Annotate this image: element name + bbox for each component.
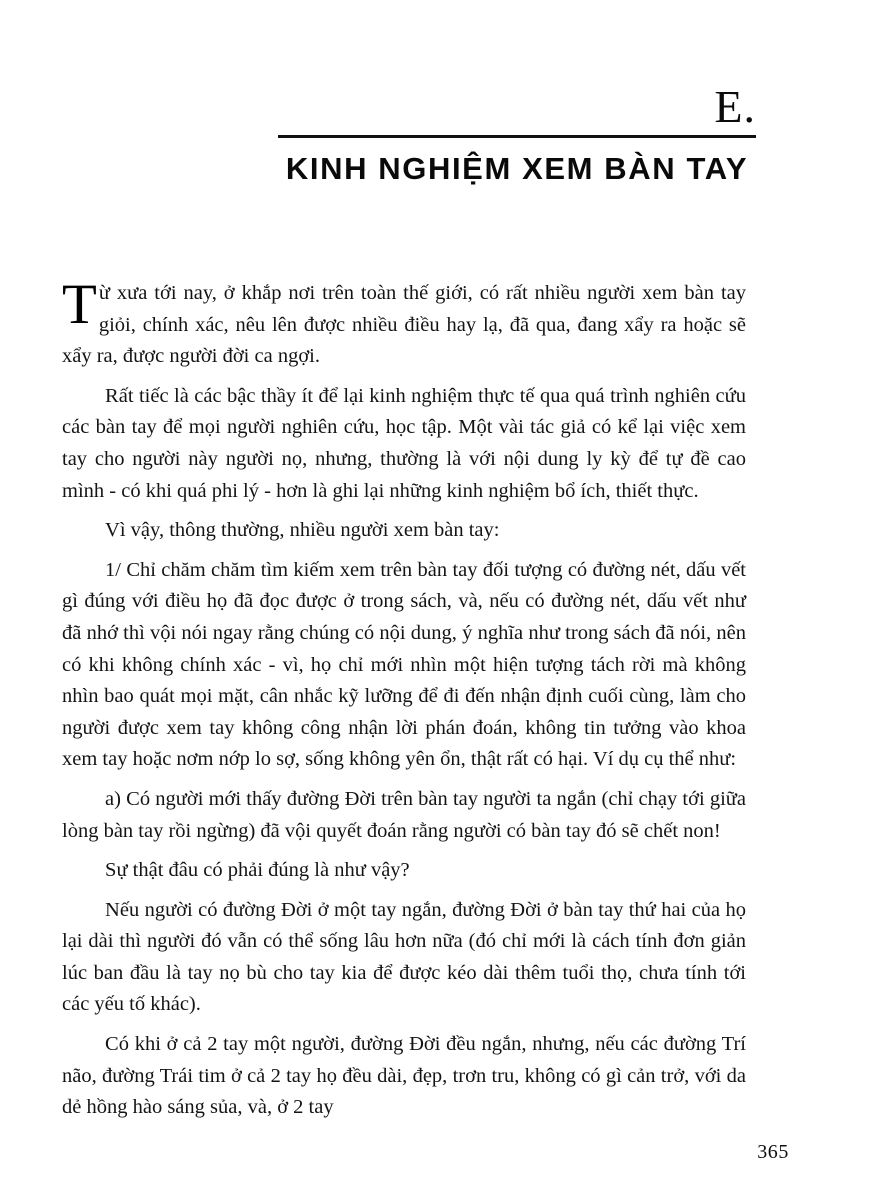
paragraph-7: Nếu người có đường Đời ở một tay ngắn, đường Đời ở bàn tay thứ hai của họ lại dài thì người đó vẫn có thể sống lâu hơn nữa (đó chỉ mới là cách tính đơn giản lúc ban đầu là tay nọ bù cho tay kia để được kéo dài thêm tuổi thọ, chưa tính tới các yếu tố khác).	[62, 898, 746, 1016]
page-header	[278, 82, 756, 188]
body-text-column	[62, 273, 746, 1124]
paragraph-5: a) Có người mới thấy đường Đời trên bàn tay người ta ngắn (chỉ chạy tới giữa lòng bàn tay rồi ngừng) đã vội quyết đoán rằng người có bàn tay đó sẽ chết non!	[62, 787, 746, 842]
paragraph-8: Có khi ở cả 2 tay một người, đường Đời đều ngắn, nhưng, nếu các đường Trí não, đường Trái tim ở cả 2 tay họ đều dài, đẹp, trơn tru, không có gì cản trở, với da dẻ hồng hào sáng sủa, và, ở 2 tay	[62, 1033, 746, 1119]
paragraph-6: Sự thật đâu có phải đúng là như vậy?	[105, 859, 410, 882]
chapter-title: KINH NGHIỆM XEM BÀN TAY	[285, 151, 749, 186]
paragraph-4: 1/ Chỉ chăm chăm tìm kiếm xem trên bàn tay đối tượng có đường nét, dấu vết gì đúng với điều họ đã đọc được ở trong sách, và, nếu có đường nét, dấu vết như đã nhớ thì vội nói ngay rằng chúng có nội dung, ý nghĩa như trong sách đã nói, nên có khi không chính xác - vì, họ chỉ mới nhìn một hiện tượng tách rời mà không nhìn bao quát mọi mặt, cân nhắc kỹ lưỡng để đi đến nhận định cuối cùng, làm cho người được xem tay không công nhận lời phán đoán, không tin tưởng vào khoa xem tay hoặc nơm nớp lo sợ, sống không yên ổn, thật rất có hại. Ví dụ cụ thể như:	[62, 558, 746, 771]
decorative-initial-mark: E.	[714, 81, 756, 132]
paragraph-3: Vì vậy, thông thường, nhiều người xem bàn tay:	[105, 519, 500, 542]
paragraph-1: Từ xưa tới nay, ở khắp nơi trên toàn thế giới, có rất nhiều người xem bàn tay giỏi, chính xác, nêu lên được nhiều điều hay lạ, đã qua, đang xẩy ra hoặc sẽ xẩy ra, được người đời ca ngợi.	[62, 273, 746, 368]
paragraph-2: Rất tiếc là các bậc thầy ít để lại kinh nghiệm thực tế qua quá trình nghiên cứu các bàn tay để mọi người nghiên cứu, học tập. Một vài tác giả có kể lại việc xem tay cho người này người nọ, nhưng, thường là với nội dung ly kỳ để tự đề cao mình - có khi quá phi lý - hơn là ghi lại những kinh nghiệm bổ ích, thiết thực.	[62, 384, 746, 502]
page-number: 365	[757, 1141, 789, 1163]
